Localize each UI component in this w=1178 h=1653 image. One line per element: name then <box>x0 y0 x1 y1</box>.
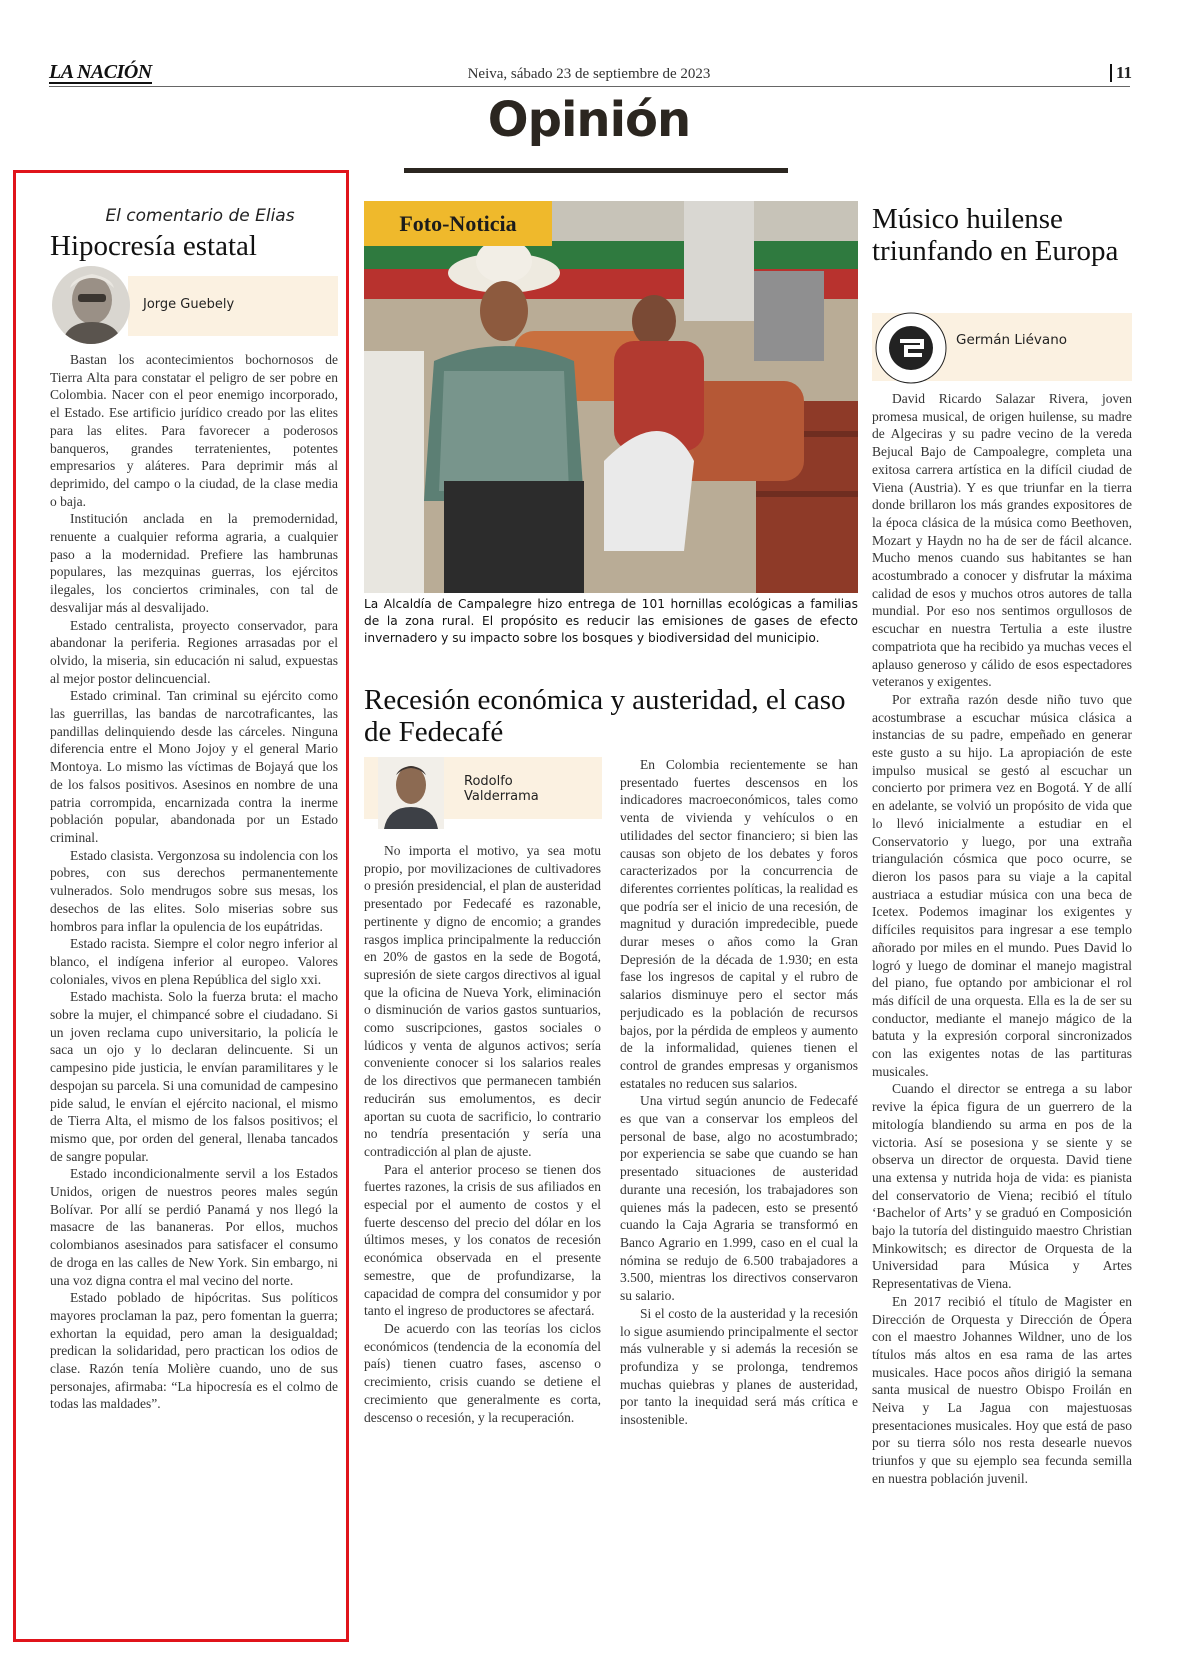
article-headline: Recesión económica y austeridad, el caso de Fedecafé <box>364 684 846 748</box>
paragraph: Si el costo de la austeridad y la recesión lo sigue asumiendo principalmente el sector más vulnerable y si además la recesión se profundiza y se prolonga, tendremos muchas quiebras y planes de austeridad, por tanto la inequidad será más crítica e insostenible. <box>620 1305 858 1428</box>
paragraph: Por extraña razón desde niño tuvo que acostumbrase a escuchar música clásica a instancias de su padre, empeñado en generar este gusto a su hijo. La apropiación de este impulso musical se gestó al escuchar un concierto por primera vez en Bogotá. Y de allí en adelante, se volvió un propósito de vida que lo llevó inicialmente a estudiar en el Conservatorio y luego, por una extraña triangulación cósmica que poco ocurre, se dieron los pasos para su viaje a la capital austriaca a estudiar música con una beca de Icetex. Podemos imaginar los exigentes y difíciles requisitos para ingresar a ese templo añorado por miles en el mundo. Pues David lo logró y luego de dominar el manejo magistral del piano, fue optando por ambicionar el rol más difícil de una orquesta. Ella es la de ser su conductor, mediante el manejo mágico de la batuta y la expresión corporal sincronizados con las exigentes notas de las partituras musicales. <box>872 691 1132 1079</box>
article-headline: Hipocresía estatal <box>50 230 257 262</box>
section-title: Opinión <box>487 92 691 148</box>
paragraph: Estado clasista. Vergonzosa su indolencia con los pobres, con sus derechos permanentemente vulnerados. Solo mendrugos sobre sus mesas, los desechos de las elites. Solo miserias sobre sus hombros para inflar la opulencia de los eupátridas. <box>50 847 338 934</box>
column-kicker: El comentario de Elias <box>105 206 295 226</box>
author-portrait-icon <box>378 757 444 829</box>
paragraph: Institución anclada en la premodernidad, renuente a cualquier reforma agraria, a cualquier paso a la modernidad. Prefiere las hambrunas populares, las mezquinas guerras, los ejércitos ilegales, los conciertos criminales, con tal de desvalijar más al desvalijado. <box>50 511 338 615</box>
photo-news-tag: Foto-Noticia <box>364 201 552 246</box>
paragraph: Estado racista. Siempre el color negro inferior al blanco, el indígena inferior al europeo. Valores coloniales, vivos en plena República del siglo xxi. <box>50 936 338 987</box>
article-body-col-a <box>364 842 601 1426</box>
article-body <box>50 351 338 1413</box>
article-body <box>872 390 1132 1488</box>
section-rule <box>404 168 788 173</box>
paragraph: David Ricardo Salazar Rivera, joven promesa musical, de origen huilense, su madre de Algeciras y su padre vecino de la vereda Bejucal Bajo de Campoalegre, completa una exitosa carrera artística en la difícil ciudad de Viena (Austria). Y es que triunfar en la tierra donde brillaron los más grandes expositores de la época clásica de la música como Beethoven, Mozart y Haydn no ha de ser de fácil alcance. Mucho menos cuando sus habitantes se han acostumbrado a conocer y disfrutar la máxima calidad de esos y muchos otros autores de talla mundial. Por eso nos sentimos orgullosos de escuchar en nuestra Tertulia a este ilustre compatriota que ha recibido ya muchas veces el aplauso generoso y cálido de esos espectadores veteranos y exigentes. <box>872 391 1132 690</box>
article-body-col-b <box>620 756 858 1429</box>
author-name: Germán Liévano <box>956 332 1068 348</box>
paragraph: Estado poblado de hipócritas. Sus políticos mayores proclaman la paz, pero fomentan la guerra; exhortan la equidad, pero aman la desigualdad; predican la solidaridad, pero practican los odios de clase. Razón tenía Molière cuando, uno de sus personajes, afirmaba: “La hipocresía es el colmo de todas las maldades”. <box>50 1290 338 1412</box>
paragraph: Una virtud según anuncio de Fedecafé es que van a conservar los empleos del personal de base, algo no acostumbrado; por experiencia se sabe que cuando se han presentado situaciones de austeridad durante una recesión, los trabajadores son quienes más la padecen, esto se presentó cuando la Caja Agraria se transformó en Banco Agrario en 1.999, caso en el cual la nómina se redujo de 6.500 trabajadores a 3.500, mientras los directivos conservaron su salario. <box>620 1093 858 1304</box>
paragraph: De acuerdo con las teorías los ciclos económicos (tendencia de la economía del país) tienen cuatro fases, ascenso o crecimiento, crisis cuando se detiene el crecimiento que generalmente es corta, descenso o recesión, y la recuperación. <box>364 1320 601 1425</box>
paragraph: Bastan los acontecimientos bochornosos de Tierra Alta para constatar el peligro de ser pobre en Colombia. Nacer con el peor enemigo incorporado, el Estado. Ese artificio jurídico creado por las elites para las elites. Para favorecer a poderosos banqueros, grandes terratenientes, potentes empresarios y aláteres. Para deprimir más al deprimido, del campo o la ciudad, de la clase media o baja. <box>50 352 338 509</box>
newspaper-logo: LA NACIÓN <box>49 61 152 83</box>
article-headline: Músico huilense triunfando en Europa <box>872 203 1119 267</box>
author-photo <box>378 757 444 829</box>
tertulia-logo-icon <box>874 311 948 385</box>
author-first-name: Rodolfo <box>464 774 513 789</box>
author-name: Jorge Guebely <box>143 297 235 312</box>
photo-illustration <box>364 201 858 593</box>
paragraph: En Colombia recientemente se han presentado fuertes descensos en los indicadores macroeconómicos, tales como venta de vivienda y vehículos o en utilidades del sector financiero; si bien las causas son objeto de los debates y foros caracterizados por la concurrencia de diferentes corrientes políticas, la realidad es que podría ser el inicio de una recesión, de magnitud y duración impredecible, puede durar meses o años como la Gran Depresión de la década de 1.930; en esta fase los ingresos de capital y el rubro de salarios disminuye pero el sector más perjudicado es la población de recursos bajos, por la pérdida de empleos y aumento de la informalidad, quienes tienen el control de grandes empresas y organismos estatales no reducen sus salarios. <box>620 757 858 1091</box>
paragraph: No importa el motivo, ya sea motu propio, por movilizaciones de cultivadores o presión presidencial, el plan de austeridad presentado por Fedecafé es razonable, pertinente y digno de encomio; a grandes rasgos implica principalmente la reducción en 20% de gastos en la sede de Bogotá, supresión de siete cargos directivos al igual que la oficina de Nueva York, eliminación o disminución de varios gastos suntuarios, como suscripciones, gastos sociales o lúdicos y venta de algunos activos; sería conveniente conocer si los salarios reales de los directivos que permanecen también reducirán sus emolumentos, es decir aportan su cuota de sacrificio, lo contrario no tendría presentación y sería una contradicción al plan de ajuste. <box>364 843 601 1159</box>
paragraph: Estado centralista, proyecto conservador, para abandonar la periferia. Regiones arrasadas por el olvido, la miseria, sin educación ni salud, expuestas al mejor postor delincuencial. <box>50 617 338 686</box>
page-number: 11 <box>1110 64 1132 82</box>
edition-date: Neiva, sábado 23 de septiembre de 2023 <box>467 66 711 82</box>
tertulia-logo <box>874 311 948 385</box>
author-name <box>464 774 539 804</box>
paragraph: En 2017 recibió el título de Magister en Dirección de Orquesta y Dirección de Ópera con el maestro Johannes Wildner, uno de los títulos más altos en esa rama de las artes musicales. Hace pocos años dirigió la semana santa musical de nuestro Obispo Froilán en Neiva y La Jagua con majestuosas presentaciones musicales. Hoy que está de paso por su tierra sólo nos resta desearle nuevos triunfos y que su ejemplo sea fecunda semilla en nuestra población juvenil. <box>872 1293 1132 1486</box>
news-photo <box>364 201 858 593</box>
author-last-name: Valderrama <box>464 789 539 804</box>
paragraph: Para el anterior proceso se tienen dos fuertes razones, la crisis de sus afiliados en especial por el aumento de costos y el fuerte descenso del precio del dólar en los últimos meses, y los conatos de recesión económica observada en el presente semestre, que de profundizarse, la capacidad de compra del consumidor y por tanto el ingreso de productores se afectará. <box>364 1161 601 1319</box>
author-photo <box>52 266 130 344</box>
header-rule <box>49 86 1130 87</box>
photo-caption: La Alcaldía de Campalegre hizo entrega de 101 hornillas ecológicas a familias de la zona rural. El propósito es reducir las emisiones de gases de efecto invernadero y su impacto sobre los bosques y biodiversidad del municipio. <box>364 597 858 645</box>
paragraph: Estado criminal. Tan criminal su ejército como las guerrillas, las bandas de narcotraficantes, las pandillas delinquiendo desde las cárceles. Ninguna diferencia entre el Mono Jojoy y el general Mario Montoya. Lo mismo las víctimas de Bojayá que los de los falsos positivos. Asesinos en nombre de una patria corrompida, encarnizada contra la inerme población popular, abandonada por un Estado criminal. <box>50 688 338 845</box>
paragraph: Cuando el director se entrega a su labor revive la épica figura de un guerrero de la mitología blandiendo su arma en pos de la victoria. Así se posesiona y se siente y se observa un director de orquesta. David tiene una extensa y nutrida hoja de vida: es pianista del conservatorio de Viena; recibió el título ‘Bachelor of Arts’ y se graduó en Composición bajo la tutoría del distinguido maestro Christian Minkowitsch; es director de Orquesta de la Universidad para Música y Artes Representativas de Viena. <box>872 1081 1132 1292</box>
paragraph: Estado incondicionalmente servil a los Estados Unidos, origen de nuestros peores males según Bolívar. Por allí se perdió Panamá y nos llegó la masacre de las bananeras. Por ellos, muchos colombianos asesinados para satisfacer el consumo de droga en las calles de New York. Sin embargo, ni una voz digna contra el mal vecino del norte. <box>50 1166 338 1288</box>
paragraph: Estado machista. Solo la fuerza bruta: el macho sobre la mujer, el chimpancé sobre el ciudadano. Si un joven reclama cupo universitario, la policía le saca un ojo y lo declaran delincuente. Si un campesino pide justicia, le envían paramilitares y le despojan su parcela. Si una comunidad de campesino pide salud, le envían el ejército nacional, el mismo de Tierra Alta, el mismo de los falsos positivos; el mismo que, por orden del general, llenaba tancados de sangre popular. <box>50 989 338 1164</box>
author-portrait-icon <box>52 266 130 344</box>
